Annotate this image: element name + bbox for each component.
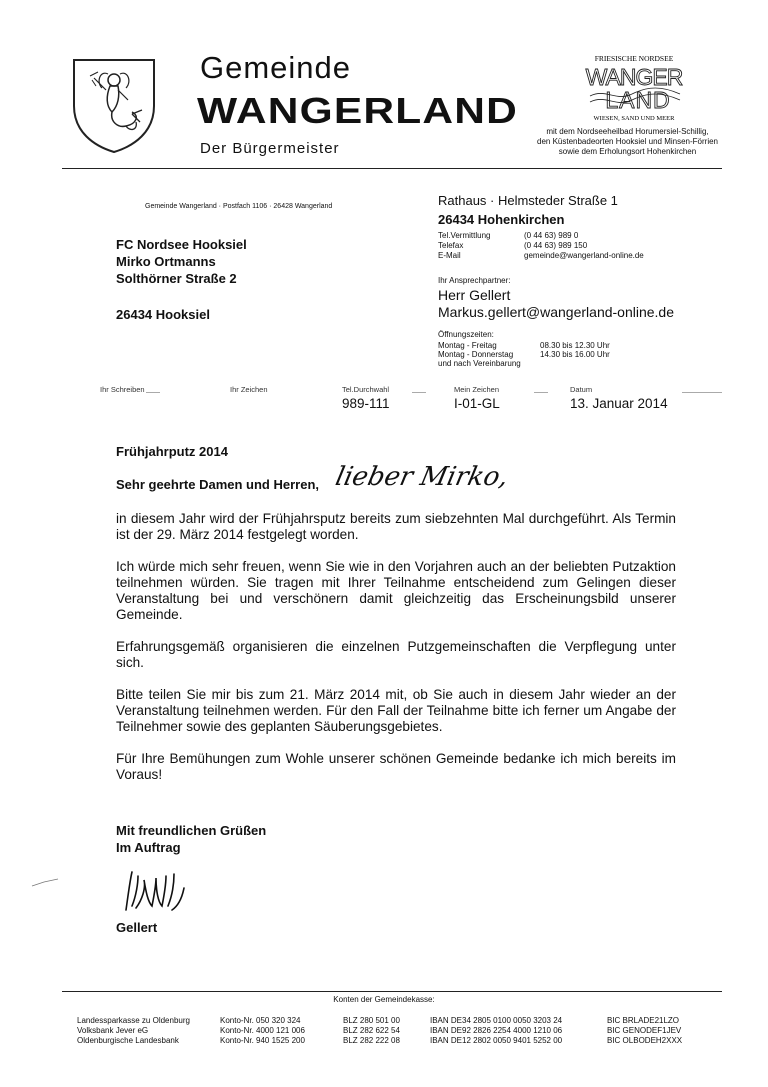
hours-row	[438, 359, 610, 368]
hours-row	[438, 341, 610, 350]
letter-body	[116, 511, 676, 799]
partner-label: Ihr Ansprechpartner:	[438, 276, 511, 285]
hours-row	[438, 350, 610, 359]
bank-iban: IBAN DE92 2826 2254 4000 1210 06	[430, 1026, 563, 1035]
signature-scribble	[120, 866, 190, 918]
hours-time: 14.30 bis 16.00 Uhr	[540, 350, 610, 359]
office-address	[438, 191, 618, 229]
body-paragraph: Bitte teilen Sie mir bis zum 21. März 2014 mit, ob Sie auch in diesem Jahr wieder an der Veranstaltung teilnehmen werden. Für den Fall der Teilnahme bitte ich ferner um Angabe der Teilnehmer sowie des geplanten Säuberungsgebietes.	[116, 687, 676, 734]
contact-row	[438, 241, 644, 251]
body-paragraph: Ich würde mich sehr freuen, wenn Sie wie in den Vorjahren auch an der beliebten Putzaktion teilnehmen würden. Sie tragen mit Ihrer Teilnahme entscheidend zum Gelingen dieser Veranstaltung bei und verschönern damit gleichzeitig das Erscheinungsbild unserer Gemeinde.	[116, 559, 676, 622]
closing-regards: Mit freundlichen Grüßen	[116, 823, 267, 838]
bank-bic: BIC BRLADE21LZO	[607, 1016, 680, 1025]
bank-blz: BLZ 282 222 08	[343, 1036, 400, 1045]
hours-days: und nach Vereinbarung	[438, 359, 521, 368]
hours-days: Montag - Freitag	[438, 341, 497, 350]
bank-account: Konto-Nr. 940 1525 200	[220, 1036, 305, 1045]
logo-caption-line: sowie dem Erholungsort Hohenkirchen	[558, 147, 697, 156]
bank-name: Oldenburgische Landesbank	[77, 1036, 179, 1045]
logo-wordmark-bottom: LAND	[605, 87, 671, 113]
contact-row	[438, 231, 644, 241]
sender-return-line: Gemeinde Wangerland · Postfach 1106 · 26428 Wangerland	[145, 203, 333, 210]
body-paragraph: Erfahrungsgemäß organisieren die einzelnen Putzgemeinschaften die Verpflegung unter sich.	[116, 639, 676, 670]
handwritten-greeting: lieber Mirko,	[332, 462, 511, 492]
my-sign-label: Mein Zeichen	[454, 385, 500, 394]
contact-label: Tel.Vermittlung	[438, 231, 491, 240]
body-paragraph: Für Ihre Bemühungen zum Wohle unserer schönen Gemeinde bedanke ich mich bereits im Voraus!	[116, 751, 676, 782]
partner-name: Herr Gellert	[438, 287, 511, 303]
bank-account: Konto-Nr. 4000 121 006	[220, 1026, 305, 1035]
bank-iban: IBAN DE12 2802 0050 9401 5252 00	[430, 1036, 563, 1045]
stray-mark	[30, 878, 60, 888]
header-gemeinde: Gemeinde	[200, 50, 352, 85]
office-contacts	[438, 231, 644, 261]
bank-codes	[343, 1016, 400, 1046]
contact-label: E-Mail	[438, 251, 461, 260]
your-letter-label: Ihr Schreiben	[100, 385, 145, 394]
recipient-name: FC Nordsee Hooksiel	[116, 237, 247, 252]
signer-name: Gellert	[116, 920, 158, 935]
my-sign-value: I-01-GL	[454, 396, 500, 411]
logo-wordmark-top: WANGER	[585, 64, 683, 90]
bank-blz: BLZ 280 501 00	[343, 1016, 400, 1025]
letter-closing	[116, 822, 266, 856]
date-value: 13. Januar 2014	[570, 396, 668, 411]
date-label: Datum	[570, 385, 593, 394]
logo-caption	[520, 127, 735, 157]
ref-dash	[146, 392, 160, 393]
closing-authority: Im Auftrag	[116, 840, 181, 855]
bank-ibans	[430, 1016, 562, 1046]
footer-divider	[62, 991, 722, 992]
ref-dash	[412, 392, 426, 393]
bank-name: Volksbank Jever eG	[77, 1026, 149, 1035]
recipient-street: Solthörner Straße 2	[116, 271, 237, 286]
bank-bic: BIC OLBODEH2XXX	[607, 1036, 683, 1045]
bank-iban: IBAN DE34 2805 0100 0050 3203 24	[430, 1016, 563, 1025]
recipient-contact: Mirko Ortmanns	[116, 254, 216, 269]
bank-name: Landessparkasse zu Oldenburg	[77, 1016, 190, 1025]
hours-label: Öffnungszeiten:	[438, 330, 494, 339]
your-sign-label: Ihr Zeichen	[230, 385, 268, 394]
wangerland-tourism-logo	[576, 52, 692, 124]
bank-bic: BIC GENODEF1JEV	[607, 1026, 682, 1035]
mermaid-crest-icon	[70, 56, 158, 154]
opening-hours	[438, 341, 610, 368]
extension-label: Tel.Durchwahl	[342, 385, 390, 394]
letter-greeting: Sehr geehrte Damen und Herren,	[116, 477, 319, 492]
letter-subject: Frühjahrputz 2014	[116, 444, 228, 459]
logo-arc-bottom: WIESEN, SAND UND MEER	[593, 115, 675, 122]
logo-caption-line: den Küstenbadeorten Hooksiel und Minsen-Förrien	[537, 137, 718, 146]
header-buergermeister: Der Bürgermeister	[200, 140, 340, 157]
contact-value: (0 44 63) 989 150	[524, 241, 588, 250]
logo-caption-line: mit dem Nordseeheilbad Horumersiel-Schillig,	[546, 127, 709, 136]
hours-time: 08.30 bis 12.30 Uhr	[540, 341, 610, 350]
header-wangerland: WANGERLAND	[197, 90, 518, 131]
bank-names	[77, 1016, 190, 1046]
contact-value: (0 44 63) 989 0	[524, 231, 579, 240]
contact-label: Telefax	[438, 241, 464, 250]
bank-bics	[607, 1016, 682, 1046]
partner-email: Markus.gellert@wangerland-online.de	[438, 304, 675, 320]
extension-value: 989-111	[342, 396, 390, 411]
recipient-city: 26434 Hooksiel	[116, 307, 210, 322]
header-divider	[62, 168, 722, 169]
bank-blz: BLZ 282 622 54	[343, 1026, 400, 1035]
bank-accounts	[220, 1016, 305, 1046]
body-paragraph: in diesem Jahr wird der Frühjahrsputz bereits zum siebzehnten Mal durchgeführt. Als Termin ist der 29. März 2014 festgelegt worden.	[116, 511, 676, 542]
contact-value: gemeinde@wangerland-online.de	[524, 251, 644, 260]
ref-dash	[682, 392, 722, 393]
reference-line	[62, 385, 722, 419]
hours-days: Montag - Donnerstag	[438, 350, 514, 359]
logo-arc-top: FRIESISCHE NORDSEE	[594, 54, 674, 63]
footer-title: Konten der Gemeindekasse:	[333, 995, 435, 1004]
partner-block	[438, 287, 674, 321]
recipient-address	[116, 236, 247, 323]
ref-dash	[534, 392, 548, 393]
office-city: 26434 Hohenkirchen	[438, 212, 565, 227]
bank-account: Konto-Nr. 050 320 324	[220, 1016, 301, 1025]
contact-row	[438, 251, 644, 261]
office-street: Rathaus · Helmsteder Straße 1	[438, 193, 618, 208]
